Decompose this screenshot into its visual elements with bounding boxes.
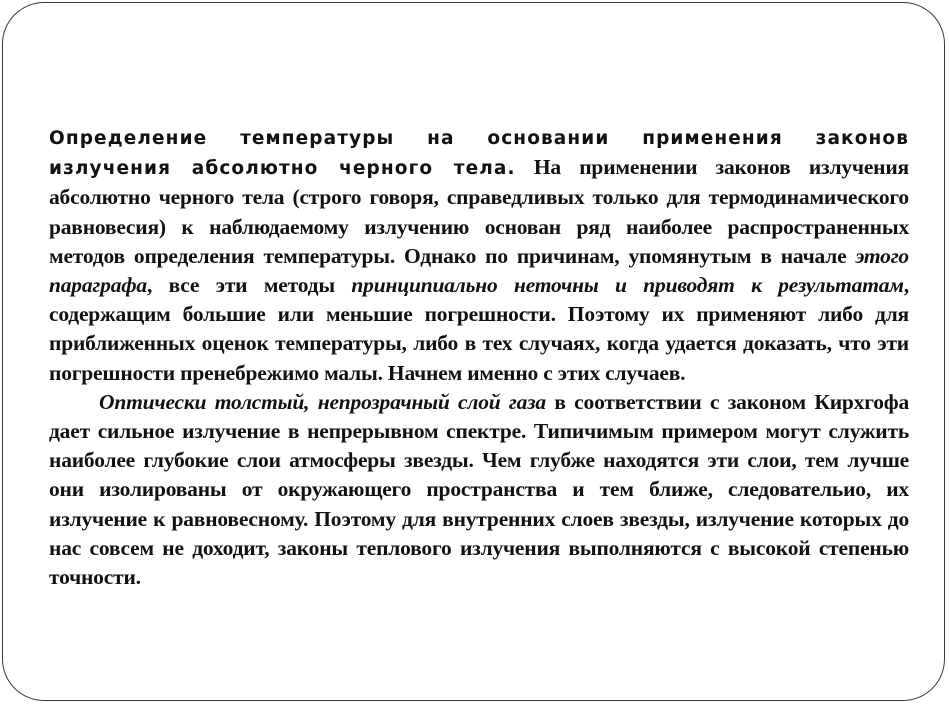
paragraph-1 xyxy=(49,123,909,388)
text-block xyxy=(49,123,909,592)
paragraph-2 xyxy=(49,388,909,592)
italic-lead-phrase: Оптически толстый, непрозрачный слой газа xyxy=(99,389,546,414)
paragraph-1-text-c: , содержащим большие или меньшие погрешности. Поэтому их применяют либо для приближенных оценок температуры, либо в тех случаях, когда удается доказать, что эти погрешности пренебрежимо малы. Начнем именно с этих случаев. xyxy=(49,273,909,385)
italic-phrase-2: принципиально неточны и приводят к результатам xyxy=(351,273,904,298)
slide-frame xyxy=(2,2,945,701)
italic-phrase-1: этого параграфа xyxy=(49,243,909,298)
paragraph-1-text-a: На применении законов излучения абсолютно черного тела (строго говоря, справедливых только для термодинамического равновесия) к наблюдаемому излучению основан ряд наиболее распространенных методов определения температуры. Однако по причинам, упомянутым в начале xyxy=(49,155,909,268)
section-heading: Определение температуры на основании применения законов излучения абсолютно черного тела. xyxy=(49,128,909,180)
paragraph-2-text: в соответствии с законом Кирхгофа дает сильное излучение в непрерывном спектре. Типичимым примером могут служить наиболее глубокие слои атмосферы звезды. Чем глубже находятся эти слои, тем лучше они изолированы от окружающего пространства и тем ближе, следовательио, их излучение к равновесному. Поэтому для внутренних слоев звезды, излучение которых до нас совсем не доходит, законы теплового излучения выполняются с высокой степенью точности. xyxy=(49,389,910,590)
paragraph-1-text-b: , все эти методы xyxy=(146,273,352,298)
